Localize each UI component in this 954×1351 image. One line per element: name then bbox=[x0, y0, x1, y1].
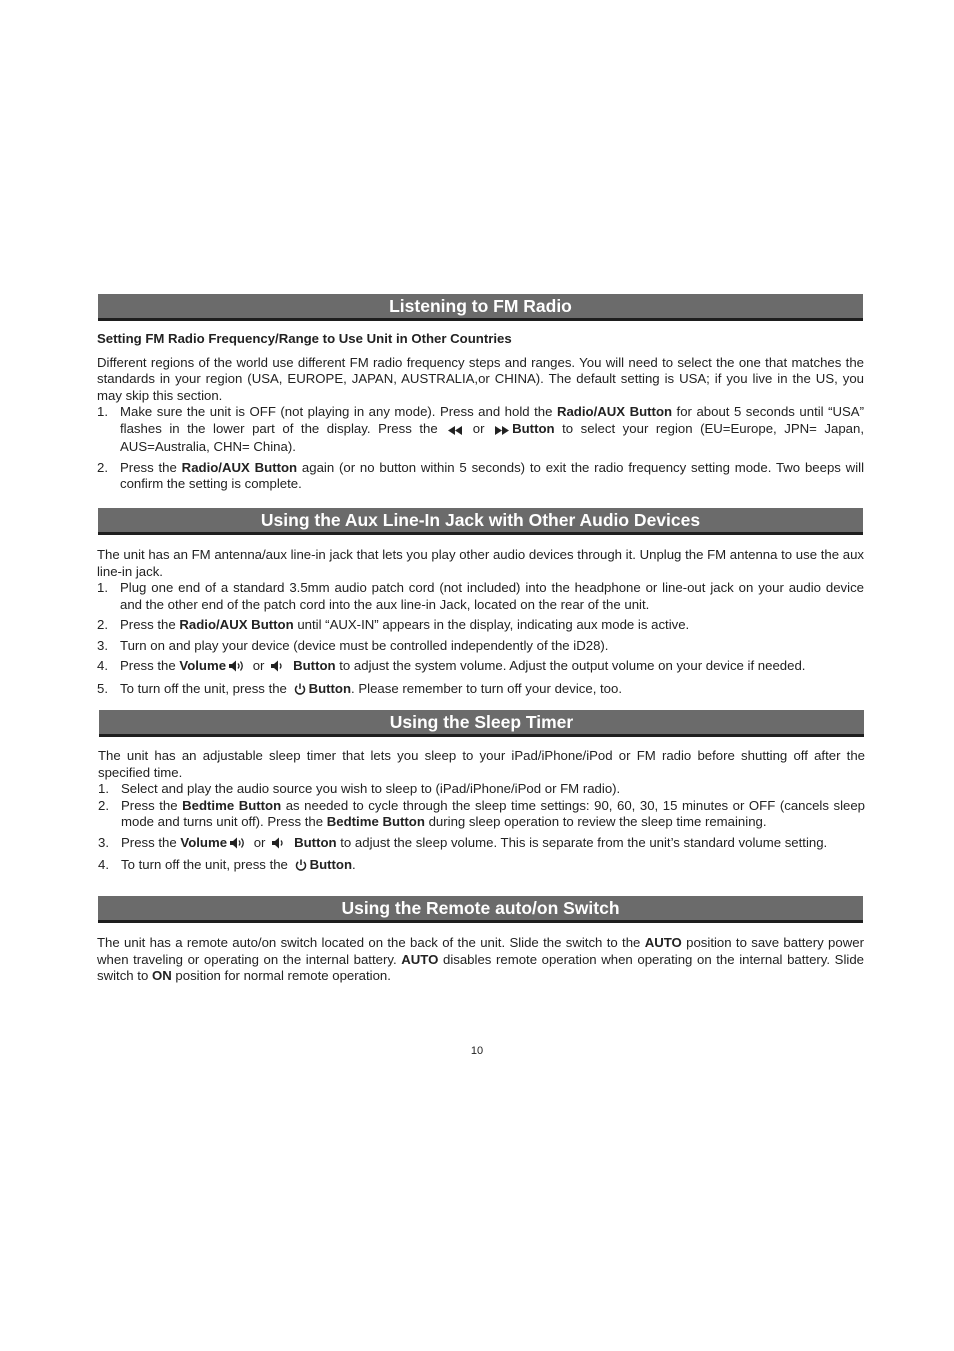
remote-paragraph: The unit has a remote auto/on switch located on the back of the unit. Slide the switch to the AUTO position to save battery power when traveling or operating on the internal battery. AUTO disables remote operation when operating on the internal battery. Slide switch to ON position for normal remote operation. bbox=[97, 935, 865, 983]
sleep-intro: The unit has an adjustable sleep timer that lets you sleep to your iPad/iPhone/iPod or FM radio before shutting off after the specified time. bbox=[98, 748, 865, 780]
fm-steps bbox=[97, 404, 864, 493]
list-item: 2. Press the Bedtime Button as needed to cycle through the sleep time settings: 90, 60, 30, 15 minutes or OFF (cancels sleep mode and turns unit off). Press the Bedtime Button during sleep operation to review the sleep time remaining. bbox=[98, 797, 866, 829]
section-header-remote-switch: Using the Remote auto/on Switch bbox=[98, 896, 863, 923]
sleep-steps bbox=[98, 781, 865, 876]
sleep-section bbox=[98, 748, 865, 876]
section-header-fm-radio: Listening to FM Radio bbox=[98, 294, 863, 321]
section-header-aux-line-in: Using the Aux Line-In Jack with Other Audio Devices bbox=[98, 508, 863, 535]
fm-subtitle: Setting FM Radio Frequency/Range to Use Unit in Other Countries bbox=[97, 331, 512, 346]
aux-section bbox=[97, 547, 864, 699]
aux-steps bbox=[97, 580, 864, 699]
fm-intro: Different regions of the world use different FM radio frequency steps and ranges. You will need to select the one that matches the standards in your region (USA, EUROPE, JAPAN, AUSTRALIA,or CHINA). The default setting is USA; if you live in the US, you may skip this section. bbox=[97, 354, 864, 403]
list-item: 3. Turn on and play your device (device must be controlled independently of the iD28). bbox=[97, 637, 609, 653]
list-item: 4. Press the Volume or Button to adjust the system volume. Adjust the output volume on your device if needed. bbox=[97, 658, 864, 677]
volume-down-icon bbox=[272, 837, 285, 854]
list-item: 1. Plug one end of a standard 3.5mm audio patch cord (not included) into the headphone or line-out jack on your audio device and the other end of the patch cord into the aux line-in Jack, located on the rear of the unit. bbox=[97, 580, 864, 612]
page-number: 10 bbox=[470, 1045, 484, 1057]
rewind-icon bbox=[448, 423, 462, 440]
fm-radio-section bbox=[97, 331, 864, 493]
volume-up-icon bbox=[229, 660, 246, 677]
power-icon bbox=[294, 683, 306, 700]
list-item: 1. Make sure the unit is OFF (not playing in any mode). Press and hold the Radio/AUX Button for about 5 seconds until “USA” flashes in the lower part of the display. Press the or Button to select your region (EU=Europe, JPN= Japan, AUS=Australia, CHN= China). bbox=[97, 404, 865, 454]
aux-intro: The unit has an FM antenna/aux line-in jack that lets you play other audio devices through it. Unplug the FM antenna to use the aux line-in jack. bbox=[97, 547, 864, 579]
list-item: 2. Press the Radio/AUX Button until “AUX-IN” appears in the display, indicating aux mode is active. bbox=[97, 617, 690, 632]
list-item: 1. Select and play the audio source you wish to sleep to (iPad/iPhone/iPod or FM radio). bbox=[98, 781, 621, 796]
volume-down-icon bbox=[271, 660, 284, 677]
section-header-sleep-timer: Using the Sleep Timer bbox=[99, 710, 864, 737]
volume-up-icon bbox=[230, 837, 247, 854]
list-item: 2. Press the Radio/AUX Button again (or no button within 5 seconds) to exit the radio frequency setting mode. Two beeps will confirm the setting is complete. bbox=[97, 459, 864, 491]
fast-forward-icon bbox=[495, 423, 509, 440]
power-icon bbox=[295, 859, 307, 876]
list-item: 3. Press the Volume or Button to adjust the sleep volume. This is separate from the unit’s standard volume setting. bbox=[98, 835, 865, 854]
remote-section bbox=[97, 935, 864, 985]
list-item: 5. To turn off the unit, press the Button. Please remember to turn off your device, too. bbox=[97, 681, 864, 700]
list-item: 4. To turn off the unit, press the Button. bbox=[98, 857, 865, 876]
